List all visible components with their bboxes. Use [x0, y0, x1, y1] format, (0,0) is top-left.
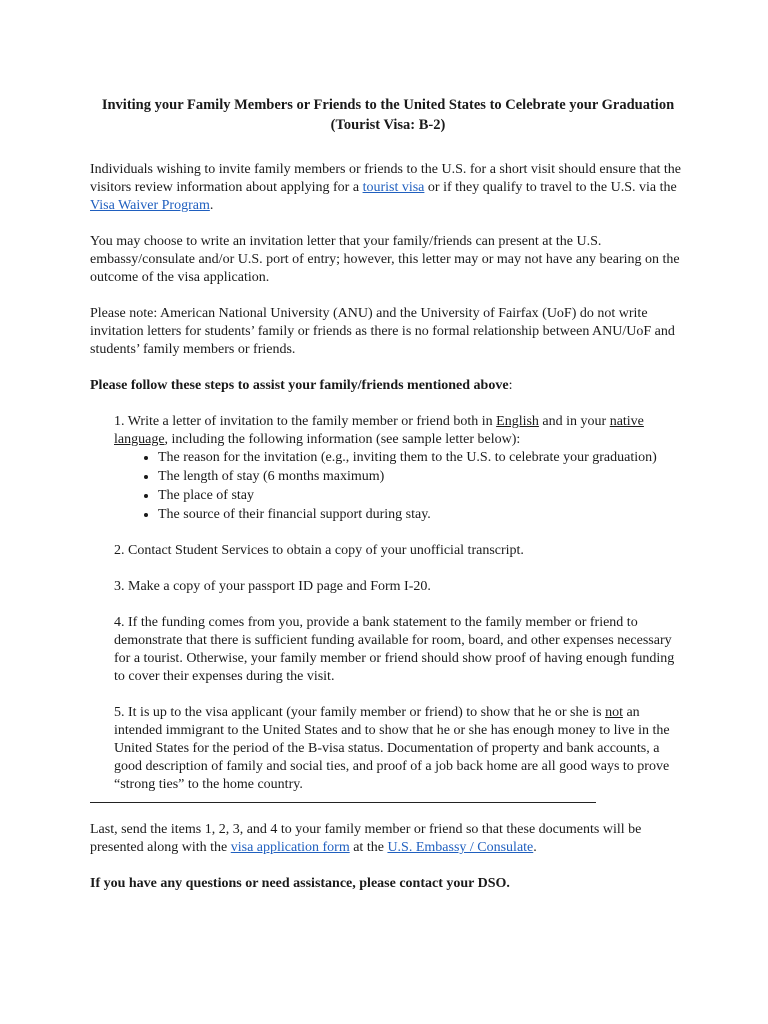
- intro-text-3: .: [209, 198, 214, 213]
- step-1-bullet-list: [138, 449, 686, 524]
- english-underlined: English: [496, 414, 539, 429]
- bullet-item: • The reason for the invitation (e.g., inviting them to the U.S. to celebrate your graduation): [158, 449, 686, 467]
- bullet-item: • The place of stay: [158, 487, 686, 505]
- step-5: [114, 704, 686, 794]
- not-underlined: not: [605, 705, 623, 720]
- native-language-underlined: native language: [114, 414, 644, 447]
- bullet-item: • The source of their financial support during stay.: [158, 506, 686, 524]
- step-1-text-3: , including the following information (see sample letter below):: [164, 432, 521, 447]
- last-text-2: at the: [349, 840, 388, 855]
- visa-application-form-link[interactable]: visa application form: [230, 840, 350, 855]
- visa-waiver-program-link[interactable]: Visa Waiver Program: [90, 198, 210, 213]
- last-text-3: .: [533, 840, 537, 855]
- step-3: 3. Make a copy of your passport ID page and Form I-20.: [114, 579, 431, 594]
- steps-heading-bold: Please follow these steps to assist your family/friends mentioned above: [90, 378, 509, 393]
- us-embassy-consulate-link[interactable]: U.S. Embassy / Consulate: [387, 840, 534, 855]
- intro-text-2: or if they qualify to travel to the U.S. via the: [424, 180, 677, 195]
- steps-heading: [90, 377, 686, 395]
- last-paragraph: [90, 821, 686, 857]
- last-text-1: Last, send the items 1, 2, 3, and 4 to your family member or friend so that these documents will be presented along with the: [90, 822, 642, 855]
- step-1: [114, 413, 686, 524]
- step-5-text-2: an intended immigrant to the United States and to show that he or she has enough money to live in the United States for the period of the B-visa status. Documentation of property and bank accounts, a good description of family and social ties, and proof of a job back home are all good ways to prove “strong ties” to the home country.: [114, 705, 670, 792]
- page-title: Inviting your Family Members or Friends to the United States to Celebrate your Graduation (Tourist Visa: B-2): [101, 97, 675, 133]
- step-1-text-2: and in your: [538, 414, 610, 429]
- step-5-text-1: 5. It is up to the visa applicant (your family member or friend) to show that he or she is: [114, 705, 606, 720]
- step-1-text: [114, 413, 686, 449]
- invitation-letter-paragraph: You may choose to write an invitation letter that your family/friends can present at the U.S. embassy/consulate and/or U.S. port of entry; however, this letter may or may not have any bearing on the outcome of the visa application.: [90, 234, 680, 285]
- horizontal-divider: [90, 802, 596, 803]
- intro-text-1: Individuals wishing to invite family members or friends to the U.S. for a short visit should ensure that the visitors review information about applying for a: [90, 162, 682, 195]
- step-1-text-1: 1. Write a letter of invitation to the family member or friend both in: [114, 414, 497, 429]
- step-4: 4. If the funding comes from you, provide a bank statement to the family member or friend to demonstrate that there is sufficient funding available for room, board, and other expenses necessary for a tourist. Otherwise, your family member or friend should show proof of having enough funding to cover their expenses during the visit.: [114, 615, 675, 684]
- tourist-visa-link[interactable]: tourist visa: [362, 180, 425, 195]
- step-2: 2. Contact Student Services to obtain a copy of your unofficial transcript.: [114, 543, 524, 558]
- please-note-paragraph: Please note: American National University (ANU) and the University of Fairfax (UoF) do not write invitation letters for students’ family or friends as there is no formal relationship between ANU/UoF and students’ family members or friends.: [90, 306, 675, 357]
- steps-heading-tail: :: [508, 378, 513, 393]
- bullet-item: • The length of stay (6 months maximum): [158, 468, 686, 486]
- closing-note: If you have any questions or need assistance, please contact your DSO.: [90, 876, 510, 891]
- intro-paragraph: [90, 161, 686, 215]
